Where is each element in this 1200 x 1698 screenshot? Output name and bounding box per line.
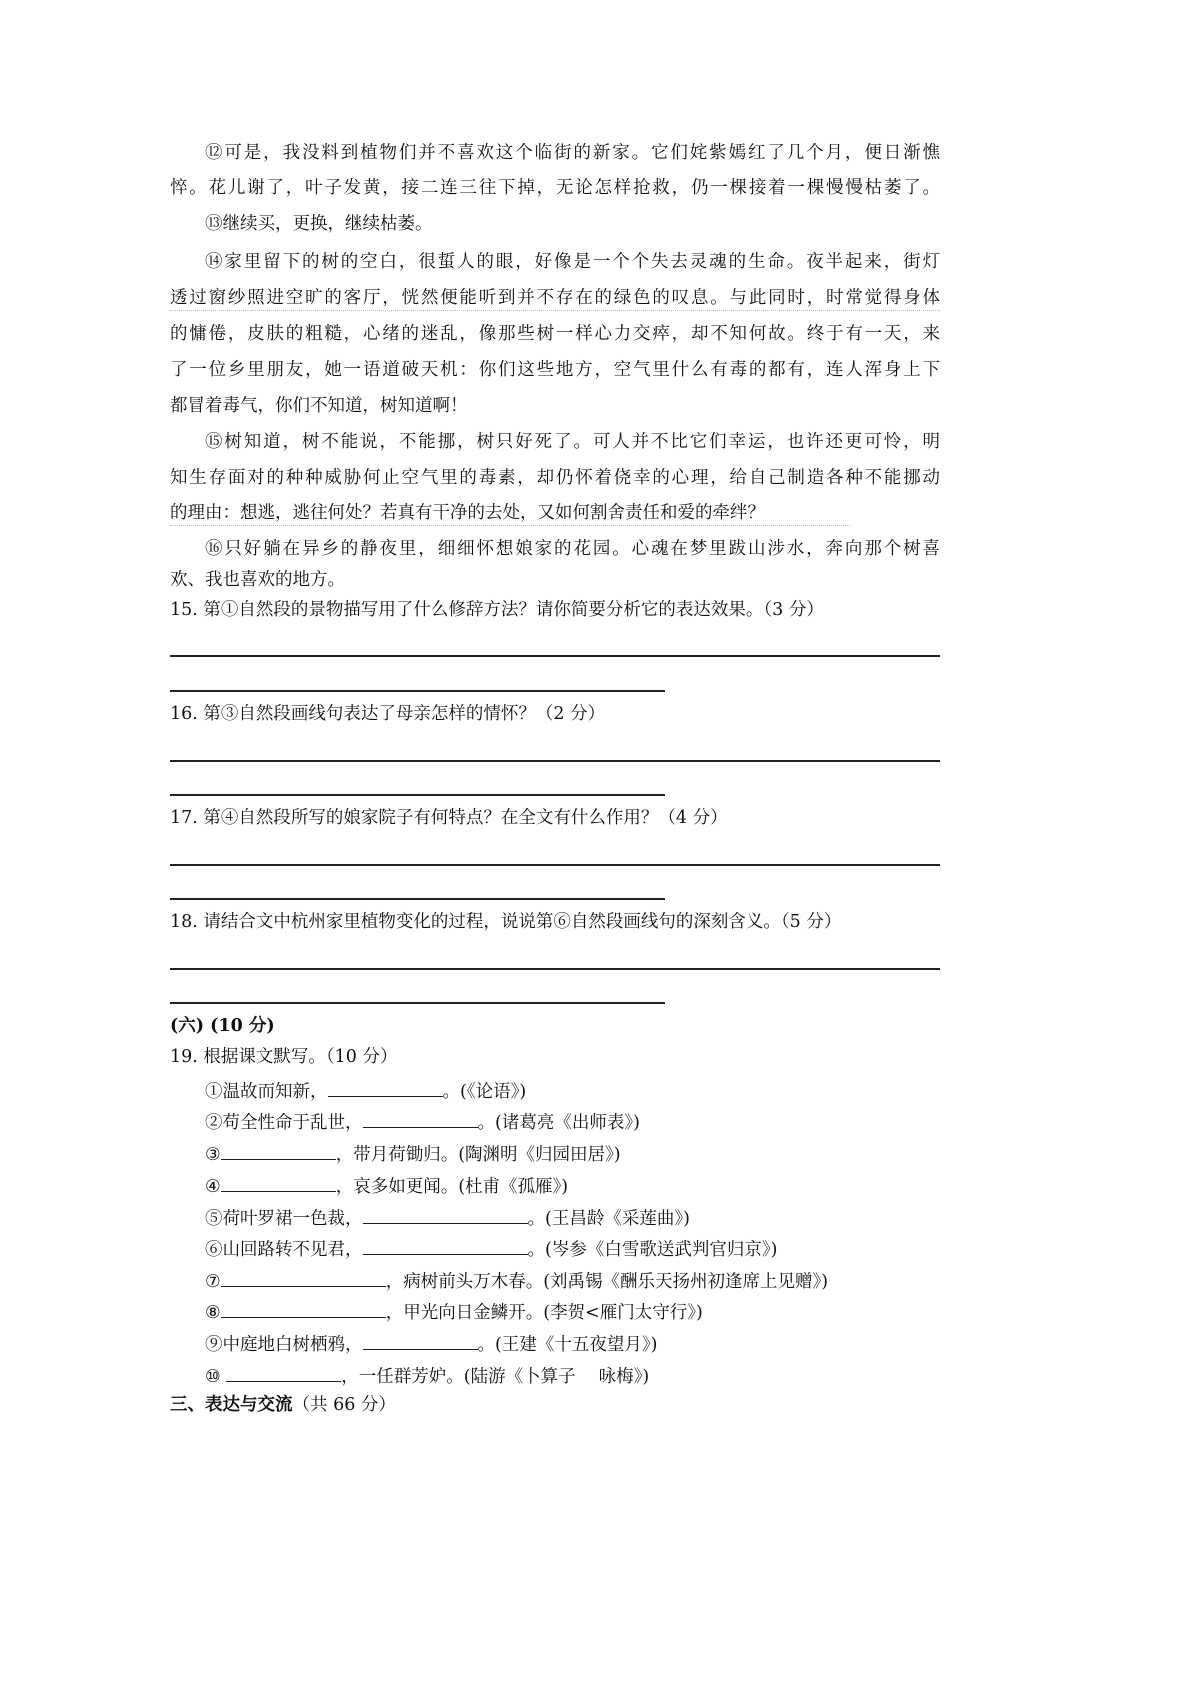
- fill-blank[interactable]: [221, 1268, 386, 1287]
- fill-blank[interactable]: [363, 1205, 528, 1224]
- fill-blank[interactable]: [221, 1141, 336, 1160]
- fill-blank[interactable]: [226, 1363, 341, 1382]
- section-3-title: 三、表达与交流: [170, 1395, 293, 1415]
- recite-item: [205, 1109, 940, 1135]
- section-6-title: (六) (10 分): [170, 1016, 275, 1036]
- recite-source: 。(《论语》): [442, 1082, 527, 1102]
- question-16: 16. 第③自然段画线句表达了母亲怎样的情怀？（2 分）: [170, 704, 606, 724]
- passage-line: 了一位乡里朋友，她一语道破天机：你们这些地方，空气里什么有毒的都有，连人浑身上下: [170, 360, 940, 380]
- answer-line[interactable]: [170, 968, 940, 970]
- recite-source: 。(王昌龄《采莲曲》): [527, 1209, 690, 1229]
- answer-line[interactable]: [170, 898, 665, 900]
- answer-line[interactable]: [170, 864, 940, 866]
- answer-line[interactable]: [170, 1002, 665, 1004]
- section-3-score: （共 66 分）: [292, 1395, 396, 1415]
- question-19: 19. 根据课文默写。（10 分）: [170, 1047, 398, 1067]
- recite-item: [205, 1141, 940, 1167]
- recite-source: ，病树前头万木春。(刘禹锡《酬乐天扬州初逢席上见赠》): [385, 1272, 829, 1292]
- recite-source: 。(王建《十五夜望月》): [477, 1335, 658, 1355]
- fill-blank[interactable]: [221, 1299, 386, 1318]
- recite-prompt: ②苟全性命于乱世，: [205, 1113, 363, 1133]
- recite-item: [205, 1078, 940, 1104]
- answer-line[interactable]: [170, 690, 665, 692]
- question-18: 18. 请结合文中杭州家里植物变化的过程，说说第⑥自然段画线句的深刻含义。（5 分）: [170, 912, 842, 932]
- passage-line: 的理由：想逃，逃往何处？若真有干净的去处，又如何割舍责任和爱的牵绊？: [170, 501, 850, 526]
- fill-blank[interactable]: [363, 1236, 528, 1255]
- answer-line[interactable]: [170, 655, 940, 657]
- recite-prompt: ⑨中庭地白树栖鸦，: [205, 1335, 363, 1355]
- recite-item: [205, 1205, 940, 1231]
- passage-line: 透过窗纱照进空旷的客厅，恍然便能听到并不存在的绿色的叹息。与此同时，时常觉得身体: [170, 286, 940, 311]
- recite-prompt: ⑦: [205, 1272, 221, 1292]
- passage-line: 知生存面对的种种威胁何止空气里的毒素，却仍怀着侥幸的心理，给自己制造各种不能挪动: [170, 468, 940, 488]
- recite-item: [205, 1173, 940, 1199]
- recite-item: [205, 1331, 940, 1357]
- question-15: 15. 第①自然段的景物描写用了什么修辞方法？请你简要分析它的表达效果。（3 分）: [170, 600, 824, 620]
- fill-blank[interactable]: [328, 1078, 443, 1097]
- passage-line: 欢、我也喜欢的地方。: [170, 570, 345, 590]
- fill-blank[interactable]: [363, 1331, 478, 1350]
- question-17: 17. 第④自然段所写的娘家院子有何特点？在全文有什么作用？（4 分）: [170, 808, 728, 828]
- recite-prompt: ③: [205, 1145, 221, 1165]
- recite-item: [205, 1363, 940, 1389]
- recite-prompt: ⑤荷叶罗裙一色裁，: [205, 1209, 363, 1229]
- recite-source: ，甲光向日金鳞开。(李贺<雁门太守行》): [385, 1303, 703, 1323]
- passage-line: ⑫可是，我没料到植物们并不喜欢这个临街的新家。它们姹紫嫣红了几个月，便日渐憔: [205, 143, 940, 163]
- answer-line[interactable]: [170, 760, 940, 762]
- recite-prompt: ①温故而知新，: [205, 1082, 328, 1102]
- recite-item: [205, 1236, 940, 1262]
- passage-line: 的慵倦，皮肤的粗糙，心绪的迷乱，像那些树一样心力交瘁，却不知何故。终于有一天，来: [170, 324, 940, 344]
- recite-source: ，哀多如更闻。(杜甫《孤雁》): [335, 1177, 569, 1197]
- recite-prompt: ⑥山回路转不见君，: [205, 1240, 363, 1260]
- recite-prompt: ⑧: [205, 1303, 221, 1323]
- passage-line: 都冒着毒气，你们不知道，树知道啊！: [170, 396, 468, 416]
- recite-source: 。(诸葛亮《出师表》): [477, 1113, 640, 1133]
- passage-line: ⑭家里留下的树的空白，很蜇人的眼，好像是一个个失去灵魂的生命。夜半起来，街灯: [205, 252, 940, 272]
- recite-source: 。(岑参《白雪歌送武判官归京》): [527, 1240, 778, 1260]
- answer-line[interactable]: [170, 794, 665, 796]
- section-3-heading: [170, 1393, 940, 1417]
- fill-blank[interactable]: [221, 1173, 336, 1192]
- passage-line: ⑬继续买，更换，继续枯萎。: [205, 214, 433, 234]
- fill-blank[interactable]: [363, 1109, 478, 1128]
- recite-prompt: ④: [205, 1177, 221, 1197]
- recite-source: ，带月荷锄归。(陶渊明《归园田居》): [335, 1145, 621, 1165]
- passage-line: ⑯只好躺在异乡的静夜里，细细怀想娘家的花园。心魂在梦里跋山涉水，奔向那个树喜: [205, 539, 940, 559]
- recite-item: [205, 1268, 940, 1294]
- recite-source: ，一任群芳妒。(陆游《卜算子 咏梅》): [341, 1367, 650, 1387]
- passage-line: 悴。花儿谢了，叶子发黄，接二连三往下掉，无论怎样抢救，仍一棵接着一棵慢慢枯萎了。: [170, 178, 940, 198]
- recite-prompt: ⑩: [205, 1367, 227, 1387]
- recite-item: [205, 1299, 940, 1325]
- passage-line: ⑮树知道，树不能说，不能挪，树只好死了。可人并不比它们幸运，也许还更可怜，明: [205, 432, 940, 452]
